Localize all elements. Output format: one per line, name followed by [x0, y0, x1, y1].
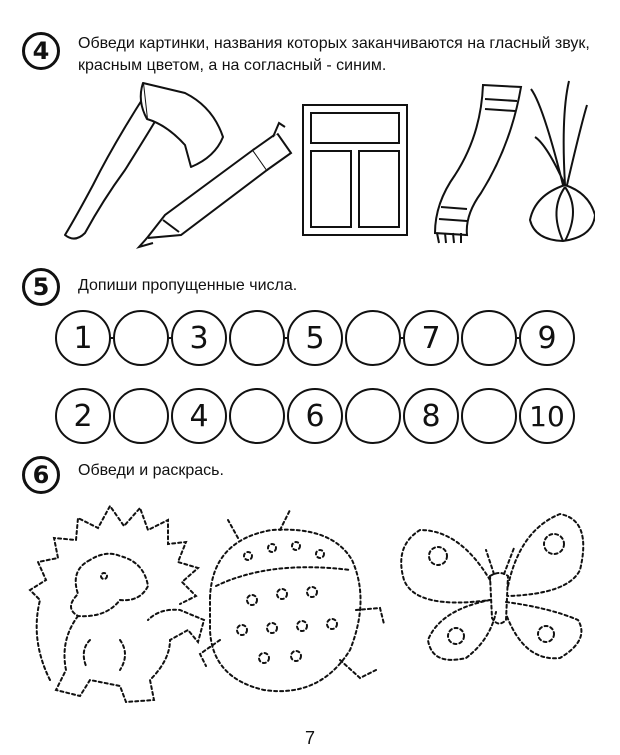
task-4-pictures: [35, 75, 595, 255]
number-circle: 1: [55, 310, 111, 366]
onion-picture[interactable]: [530, 81, 595, 241]
scarf-picture[interactable]: [435, 85, 521, 243]
number-circle: 7: [403, 310, 459, 366]
missing-number-circle[interactable]: [345, 310, 401, 366]
page-number: 7: [304, 728, 315, 748]
number-circle: 4: [171, 388, 227, 444]
missing-number-circle[interactable]: [345, 388, 401, 444]
ladybug-tracing[interactable]: [200, 510, 384, 691]
task-instruction: Обведи и раскрась.: [78, 462, 224, 479]
missing-number-circle[interactable]: [461, 388, 517, 444]
task-number-badge: 6: [22, 456, 60, 494]
task-instruction: Допиши пропущенные числа.: [78, 277, 298, 294]
task-number-badge: 5: [22, 268, 60, 306]
number-circle: 10: [519, 388, 575, 444]
butterfly-tracing[interactable]: [401, 514, 583, 660]
number-circle: 8: [403, 388, 459, 444]
missing-number-circle[interactable]: [229, 310, 285, 366]
number-circle: 2: [55, 388, 111, 444]
tracing-pictures: [20, 490, 600, 720]
number-sequence-row-1: [55, 310, 580, 366]
missing-number-circle[interactable]: [113, 310, 169, 366]
missing-number-circle[interactable]: [229, 388, 285, 444]
number-sequence-row-2: [55, 388, 580, 444]
task-number-badge: 4: [22, 32, 60, 70]
missing-number-circle[interactable]: [461, 310, 517, 366]
task-instruction: Обведи картинки, названия которых заканчиваются на гласный звук, красным цветом, а на согласный - синим.: [78, 35, 590, 74]
missing-number-circle[interactable]: [113, 388, 169, 444]
hedgehog-tracing[interactable]: [30, 506, 204, 702]
number-circle: 6: [287, 388, 343, 444]
number-circle: 9: [519, 310, 575, 366]
number-circle: 5: [287, 310, 343, 366]
number-circle: 3: [171, 310, 227, 366]
window-picture[interactable]: [303, 105, 407, 235]
